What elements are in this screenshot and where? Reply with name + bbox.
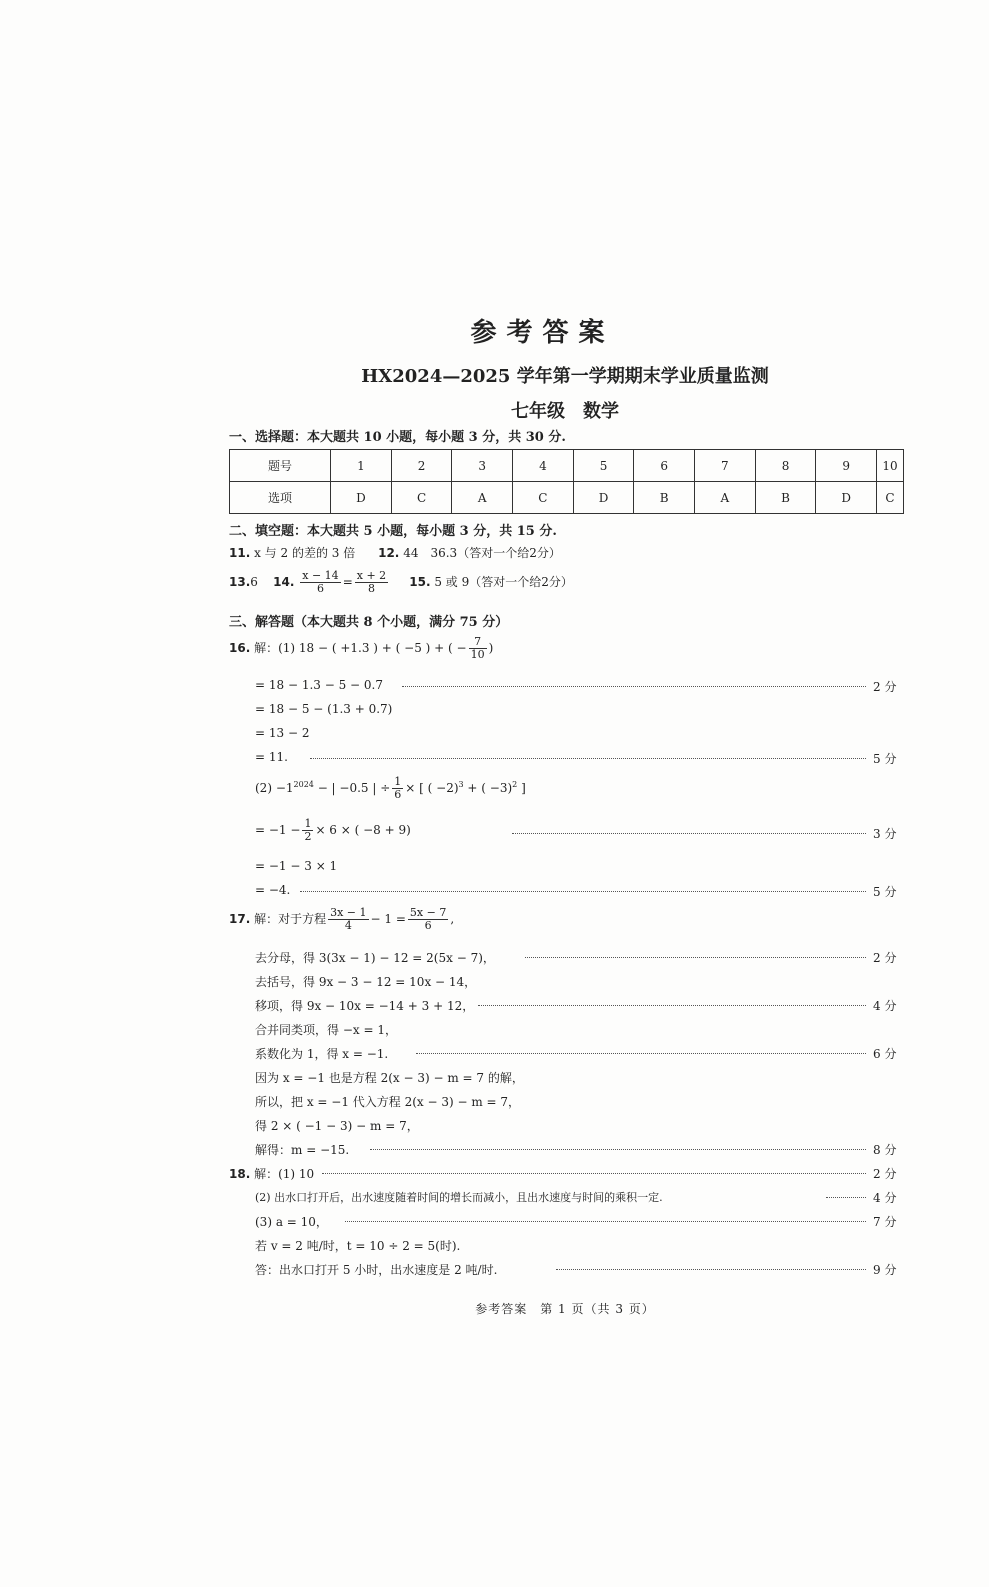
expression-text: × 6 × ( −8 + 9) <box>315 823 411 837</box>
denominator: 6 <box>424 919 432 932</box>
score-label: 2 分 <box>873 1167 897 1181</box>
denominator: 6 <box>394 788 402 801</box>
denominator: 6 <box>316 582 324 595</box>
answer-cell: D <box>573 482 634 514</box>
expression-text: 解：对于方程 <box>254 912 327 926</box>
score-label: 9 分 <box>873 1263 897 1277</box>
dotted-leader <box>300 891 866 892</box>
question-number-cell: 4 <box>513 450 574 482</box>
score-label: 6 分 <box>873 1047 897 1061</box>
solution-step: = 11. <box>255 750 288 764</box>
solution-step: (2) 出水口打开后，出水速度随着时间的增长而减小，且出水速度与时间的乘积一定. <box>255 1191 663 1204</box>
dotted-leader <box>556 1269 866 1270</box>
solution-step: 答：出水口打开 5 小时，出水速度是 2 吨/时. <box>255 1263 498 1277</box>
table-header-cell: 题号 <box>230 450 331 482</box>
dotted-leader <box>826 1197 866 1198</box>
question-number: 18. <box>229 1167 251 1181</box>
exponent: 3 <box>458 780 464 789</box>
dotted-leader <box>525 957 866 958</box>
table-row <box>230 450 904 482</box>
fraction <box>408 907 448 932</box>
fraction <box>300 570 340 595</box>
solution-step: 解：(1) 10 <box>254 1167 315 1181</box>
numerator: x − 14 <box>302 569 339 582</box>
section2-heading: 二、填空题：本大题共 5 小题，每小题 3 分，共 15 分. <box>229 524 557 539</box>
solution-step: = 18 − 5 − (1.3 + 0.7) <box>255 702 393 716</box>
exam-subtitle: HX2024—2025 学年第一学期期末学业质量监测 <box>361 366 769 387</box>
score-label: 3 分 <box>873 827 897 841</box>
solution-step: = −1 − 3 × 1 <box>255 859 338 873</box>
expression-text: − 1 = <box>370 912 406 926</box>
page-footer: 参考答案 第 1 页（共 3 页） <box>475 1302 655 1316</box>
expression-text: , <box>450 912 455 926</box>
table-header-cell: 选项 <box>230 482 331 514</box>
expression-text: = −1 − <box>255 823 301 837</box>
answer-cell: A <box>695 482 756 514</box>
solution-step: 所以，把 x = −1 代入方程 2(x − 3) − m = 7， <box>255 1095 521 1109</box>
dotted-leader <box>512 833 866 834</box>
numerator: 1 <box>304 817 312 830</box>
score-label: 2 分 <box>873 951 897 965</box>
q15-answer: 5 或 9（答对一个给2分） <box>434 575 573 589</box>
equals-sign: = <box>342 575 353 589</box>
q11-12-line <box>229 544 561 561</box>
expression-text: (2) −1 <box>255 781 294 795</box>
solution-step: 移项，得 9x − 10x = −14 + 3 + 12， <box>255 999 475 1013</box>
answer-cell: C <box>513 482 574 514</box>
q16-intro <box>229 636 493 661</box>
answer-cell: A <box>452 482 513 514</box>
score-label: 5 分 <box>873 885 897 899</box>
q12-answer: 44 36.3（答对一个给2分） <box>403 546 561 560</box>
question-number-cell: 9 <box>816 450 877 482</box>
expression-text: 解：(1) 18 − ( +1.3 ) + ( −5 ) + ( − <box>254 641 467 655</box>
numerator: 3x − 1 <box>330 906 367 919</box>
score-label: 7 分 <box>873 1215 897 1229</box>
q16-part2 <box>255 776 526 801</box>
solution-step: 去分母，得 3(3x − 1) − 12 = 2(5x − 7)， <box>255 951 495 965</box>
expression-text: − | −0.5 | ÷ <box>313 781 391 795</box>
denominator: 10 <box>470 648 485 661</box>
expression-text: × [ ( −2) <box>405 781 459 795</box>
score-label: 8 分 <box>873 1143 897 1157</box>
dotted-leader <box>322 1173 866 1174</box>
dotted-leader <box>370 1149 866 1150</box>
solution-step: 解得：m = −15. <box>255 1143 350 1157</box>
fraction <box>302 818 313 843</box>
score-label: 4 分 <box>873 1191 897 1205</box>
score-label: 5 分 <box>873 752 897 766</box>
question-number: 12. <box>378 546 400 560</box>
question-number: 14. <box>273 575 295 589</box>
choice-answer-table <box>229 449 904 514</box>
solution-step: 去括号，得 9x − 3 − 12 = 10x − 14， <box>255 975 477 989</box>
solution-step: 因为 x = −1 也是方程 2(x − 3) − m = 7 的解， <box>255 1071 524 1085</box>
q17-intro <box>229 907 454 932</box>
exponent: 2 <box>512 780 518 789</box>
numerator: 1 <box>394 775 402 788</box>
solution-step: 得 2 × ( −1 − 3) − m = 7， <box>255 1119 419 1133</box>
exponent: 2024 <box>293 780 314 789</box>
dotted-leader <box>402 686 866 687</box>
dotted-leader <box>310 758 866 759</box>
denominator: 2 <box>304 830 312 843</box>
answer-cell: C <box>391 482 452 514</box>
fraction <box>355 570 388 595</box>
expression-text: ] <box>517 781 526 795</box>
section3-heading: 三、解答题（本大题共 8 个小题，满分 75 分） <box>229 615 509 630</box>
solution-step: (3) a = 10， <box>255 1215 328 1229</box>
section1-heading: 一、选择题：本大题共 10 小题，每小题 3 分，共 30 分. <box>229 430 566 445</box>
question-number: 11. <box>229 546 251 560</box>
score-label: 2 分 <box>873 680 897 694</box>
expression-text: ) <box>488 641 494 655</box>
question-number: 13. <box>229 575 251 589</box>
solution-step: 若 v = 2 吨/时，t = 10 ÷ 2 = 5(时). <box>255 1239 461 1253</box>
q11-answer: x 与 2 的差的 3 倍 <box>254 546 356 560</box>
question-number-cell: 1 <box>331 450 392 482</box>
q13-answer: 6 <box>250 575 258 589</box>
q18-intro <box>229 1165 314 1182</box>
expression-text: + ( −3) <box>463 781 513 795</box>
dotted-leader <box>478 1005 866 1006</box>
solution-step: = 18 − 1.3 − 5 − 0.7 <box>255 678 383 692</box>
question-number-cell: 10 <box>877 450 904 482</box>
question-number-cell: 5 <box>573 450 634 482</box>
q13-15-line <box>229 570 573 595</box>
solution-step: 系数化为 1，得 x = −1. <box>255 1047 389 1061</box>
page-title: 参考答案 <box>470 318 615 348</box>
solution-step <box>255 818 411 843</box>
dotted-leader <box>345 1221 866 1222</box>
dotted-leader <box>416 1053 866 1054</box>
question-number-cell: 3 <box>452 450 513 482</box>
answer-cell: B <box>634 482 695 514</box>
question-number-cell: 6 <box>634 450 695 482</box>
denominator: 8 <box>367 582 375 595</box>
question-number: 16. <box>229 641 251 655</box>
solution-step: 合并同类项，得 −x = 1， <box>255 1023 397 1037</box>
question-number-cell: 7 <box>695 450 756 482</box>
grade-subject: 七年级 数学 <box>511 401 619 422</box>
score-label: 4 分 <box>873 999 897 1013</box>
numerator: 7 <box>469 636 487 649</box>
question-number: 17. <box>229 912 251 926</box>
question-number: 15. <box>409 575 431 589</box>
answer-cell: C <box>877 482 904 514</box>
answer-cell: D <box>816 482 877 514</box>
fraction <box>328 907 368 932</box>
numerator: x + 2 <box>356 569 387 582</box>
table-row <box>230 482 904 514</box>
question-number-cell: 2 <box>391 450 452 482</box>
numerator: 5x − 7 <box>409 906 447 919</box>
answer-cell: B <box>755 482 816 514</box>
solution-step: = −4. <box>255 883 291 897</box>
question-number-cell: 8 <box>755 450 816 482</box>
fraction <box>469 636 487 661</box>
denominator: 4 <box>344 919 352 932</box>
solution-step: = 13 − 2 <box>255 726 310 740</box>
answer-cell: D <box>331 482 392 514</box>
fraction <box>392 776 403 801</box>
